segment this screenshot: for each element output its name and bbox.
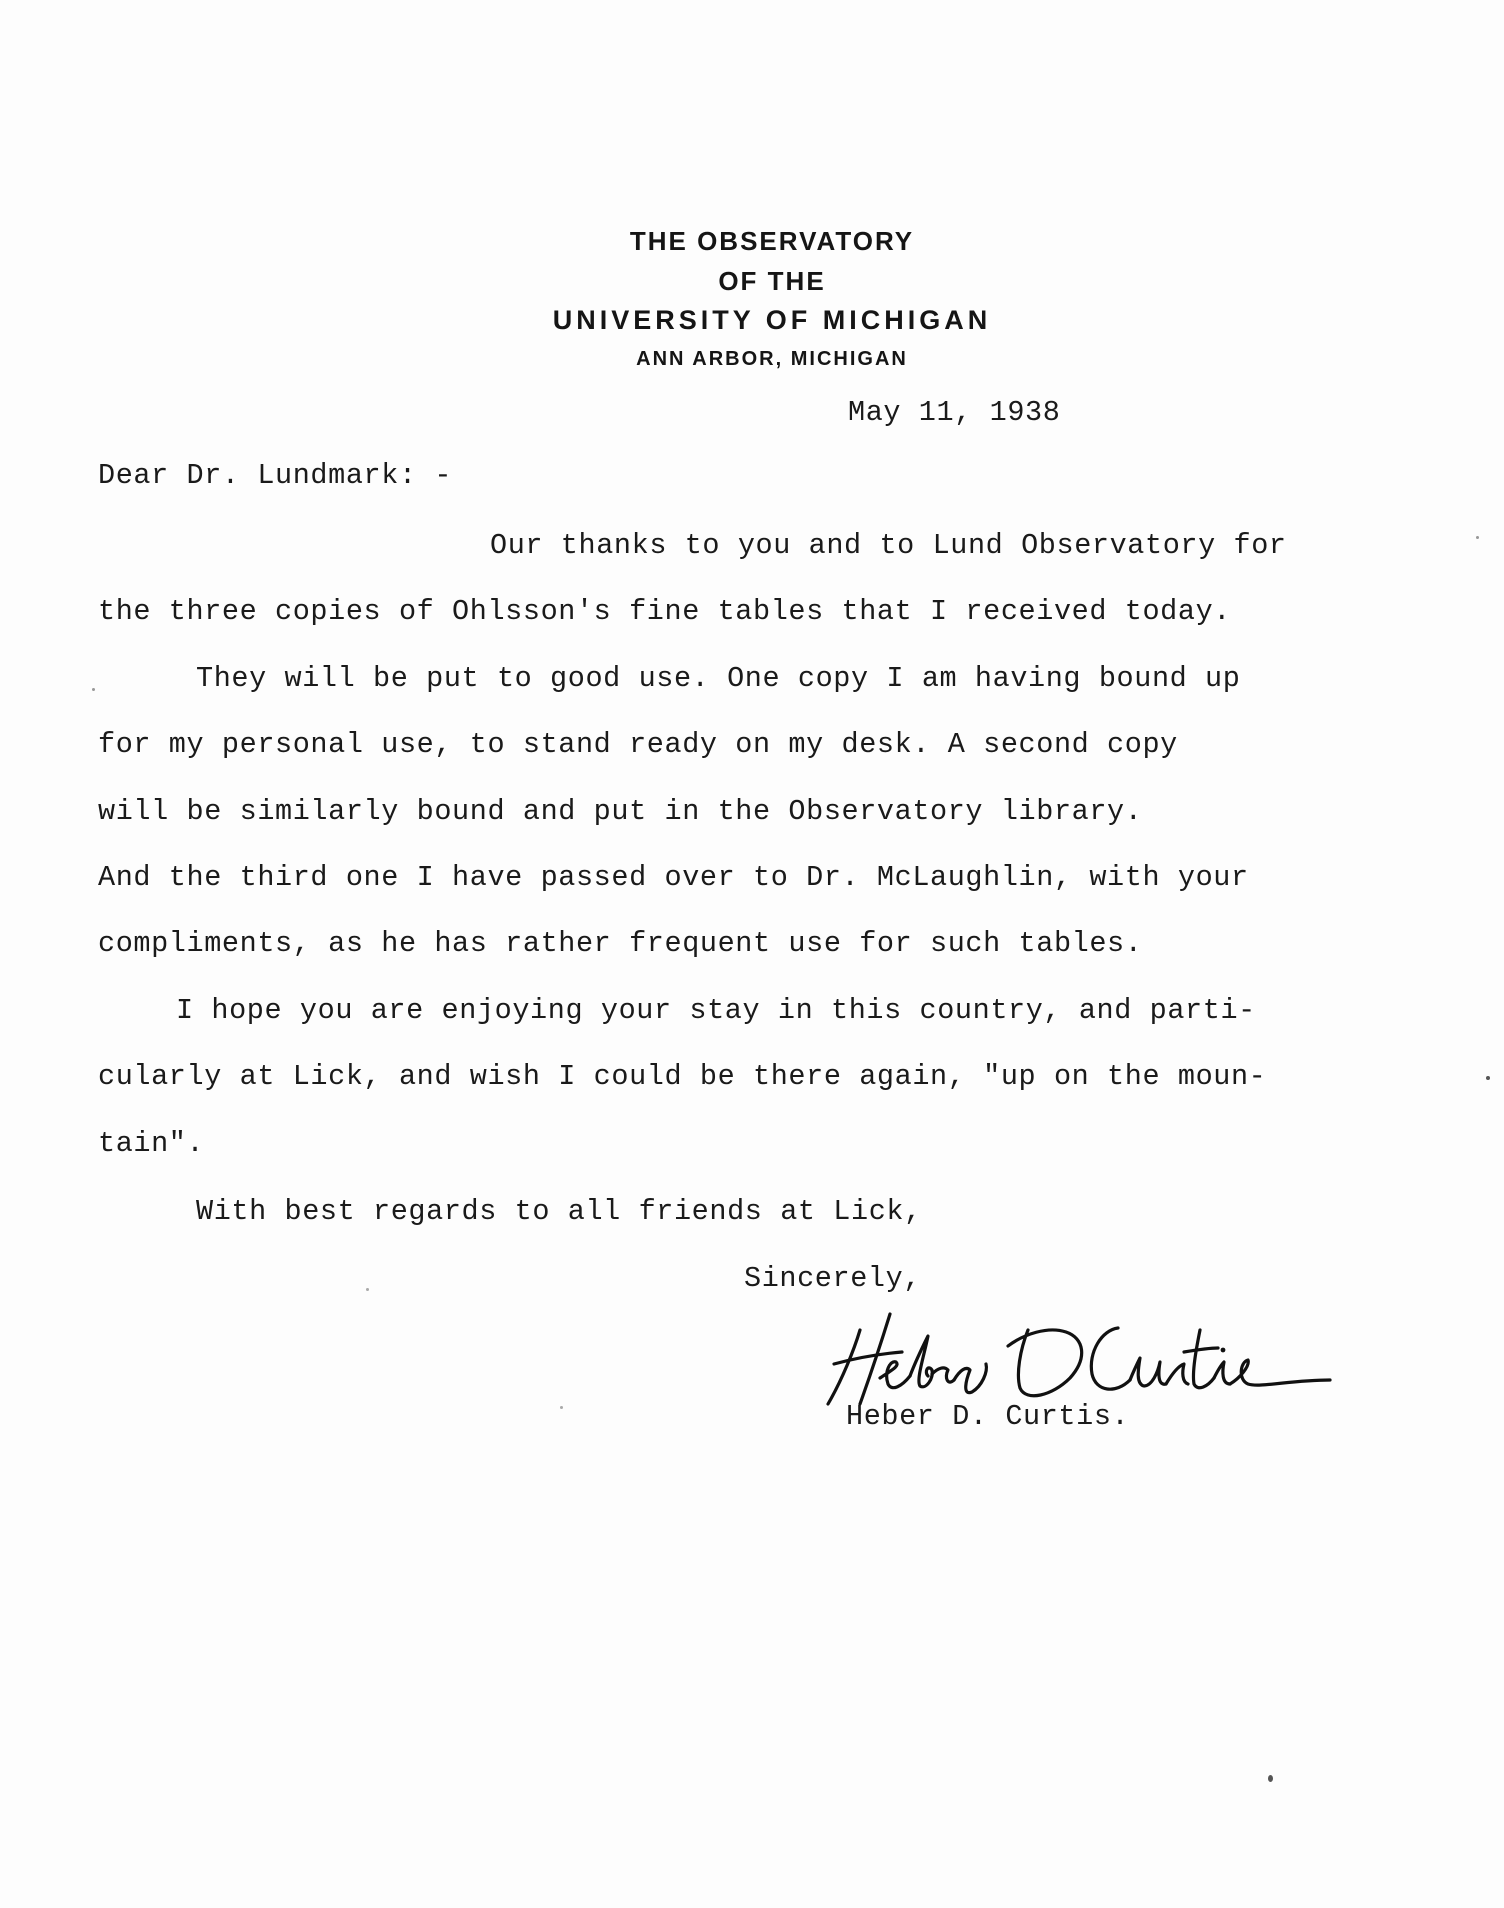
salutation: Dear Dr. Lundmark: - [98,459,453,492]
letter-date: May 11, 1938 [848,396,1061,429]
paragraph-3-line-1: I hope you are enjoying your stay in this country, and parti- [176,994,1256,1027]
letterhead-line-2: OF THE [718,266,826,296]
letterhead-line-4: ANN ARBOR, MICHIGAN [636,348,908,370]
paragraph-3-line-2: cularly at Lick, and wish I could be there again, "up on the moun- [98,1060,1267,1093]
paragraph-2-line-5: compliments, as he has rather frequent use for such tables. [98,927,1143,960]
closing-line: With best regards to all friends at Lick, [196,1195,922,1228]
sign-off: Sincerely, [744,1262,922,1295]
paragraph-1-line-1: Our thanks to you and to Lund Observatory for [490,529,1287,562]
typed-signature-name: Heber D. Curtis. [846,1400,1130,1433]
handwritten-signature [820,1300,1340,1410]
paper-speck [560,1406,563,1409]
paper-speck [366,1288,369,1291]
paragraph-2-line-1: They will be put to good use. One copy I am having bound up [196,662,1241,695]
paper-speck [1486,1076,1490,1080]
letterhead-line-3: UNIVERSITY OF MICHIGAN [552,305,992,335]
paper-speck [1268,1775,1273,1782]
paper-speck [92,688,95,691]
letterhead-line-1: THE OBSERVATORY [629,226,915,256]
paragraph-1-line-2: the three copies of Ohlsson's fine tables that I received today. [98,595,1231,628]
paragraph-2-line-4: And the third one I have passed over to Dr. McLaughlin, with your [98,861,1249,894]
paragraph-3-line-3: tain". [98,1127,205,1160]
paragraph-2-line-2: for my personal use, to stand ready on my desk. A second copy [98,728,1178,761]
paragraph-2-line-3: will be similarly bound and put in the Observatory library. [98,795,1143,828]
paper-speck [1476,536,1479,539]
